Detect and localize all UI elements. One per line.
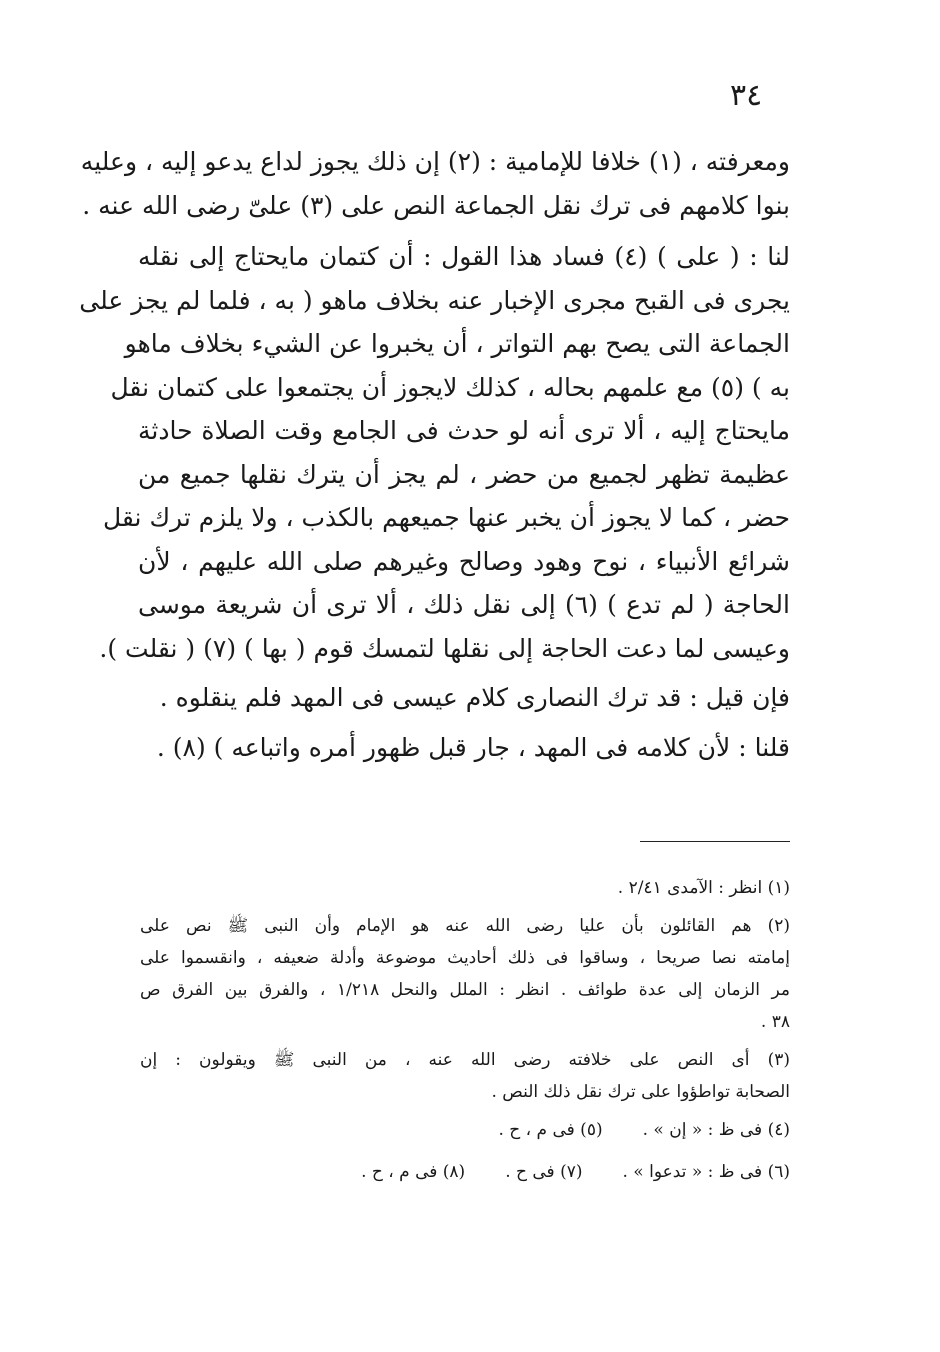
answer-paragraph xyxy=(138,726,790,770)
footnote-line: (٢) هم القائلون بأن عليا رضى الله عنه هو الإمام وأن النبى ﷺ نص على xyxy=(140,916,790,936)
footnote-7: (٧) فى ح . xyxy=(505,1162,583,1182)
text-line: شرائع الأنبياء ، نوح وهود وصالح وغيرهم صلى الله عليهم ، لأن xyxy=(138,546,790,576)
paragraph-2 xyxy=(79,235,790,670)
text-line: ومعرفته ، (١) خلافا للإمامية : (٢) إن ذلك يجوز لداع يدعو إليه ، وعليه xyxy=(80,147,790,176)
text-line: به ) (٥) مع علمهم بحاله ، كذلك لايجوز أن يجتمعوا على كتمان نقل xyxy=(110,372,790,402)
text-line: الجماعة التى يصح بهم التواتر ، أن يخبروا عن الشيء بخلاف ماهو xyxy=(124,329,790,358)
text-line: مايحتاج إليه ، ألا ترى أنه لو حدث فى الجامع وقت الصلاة حادثة xyxy=(138,416,790,445)
footnote-4: (٤) فى ظ : « إن » . xyxy=(642,1120,790,1140)
text-line: حضر ، كما لا يجوز أن يخبر عنها جميعهم بالكذب ، ولا يلزم ترك نقل xyxy=(102,503,790,532)
footnote-line: الصحابة تواطؤوا على ترك نقل ذلك النص . xyxy=(491,1082,790,1102)
footnote-8: (٨) فى م ، ح . xyxy=(361,1162,466,1182)
text-line: يجرى فى القبح مجرى الإخبار عنه بخلاف ماهو ( به ، فلما لم يجز على xyxy=(79,285,790,315)
text-line: الحاجة ( لم تدع ) (٦) إلى نقل ذلك ، ألا ترى أن شريعة موسى xyxy=(138,590,790,619)
footnote-5: (٥) فى م ، ح . xyxy=(498,1120,603,1140)
footnote-line: ٣٨ . xyxy=(760,1012,790,1032)
text-line: لنا : ( على ) (٤) فساد هذا القول : أن كتمان مايحتاج إلى نقله xyxy=(138,242,790,271)
text-line: فإن قيل : قد ترك النصارى كلام عيسى فى المهد فلم ينقلوه . xyxy=(159,683,790,712)
text-line: بنوا كلامهم فى ترك نقل الجماعة النص على (٣) علىّ رضى الله عنه . xyxy=(82,190,790,220)
main-text xyxy=(79,140,790,769)
footnote-6: (٦) فى ظ : « تدعوا » . xyxy=(622,1162,790,1182)
footnote-3 xyxy=(140,1044,790,1108)
text-line: قلنا : لأن كلامه فى المهد ، جار قبل ظهور أمره واتباعه ) (٨) . xyxy=(156,732,790,762)
footnote-line: (٣) أى النص على خلافته رضى الله عنه ، من النبى ﷺ ويقولون : إن xyxy=(140,1050,790,1070)
question-paragraph xyxy=(138,676,790,720)
footnote-row-4-5 xyxy=(140,1114,790,1146)
footnotes xyxy=(140,872,790,1198)
footnote-row-6-8 xyxy=(140,1156,790,1188)
text-line: عظيمة تظهر لجميع من حضر ، لم يجز أن يترك نقلها جميع من xyxy=(138,459,790,489)
footnote-line: مر الزمان إلى عدة طوائف . انظر : الملل والنحل ١/٢١٨ ، والفرق بين الفرق ص xyxy=(140,980,790,1000)
footnote-separator xyxy=(640,841,790,842)
footnote-line: (١) انظر : الآمدى ٢/٤١ . xyxy=(617,878,790,898)
footnote-2 xyxy=(140,910,790,1038)
page-number: ٣٤ xyxy=(730,78,763,113)
text-line: وعيسى لما دعت الحاجة إلى نقلها لتمسك قوم ( بها ) (٧) ( نقلت ). xyxy=(99,633,790,663)
footnote-line: إمامته نصا صريحا ، وساقوا فى ذلك أحاديث موضوعة وأدلة ضعيفه ، وانقسموا على xyxy=(140,948,790,968)
paragraph-1 xyxy=(80,140,790,227)
footnote-1 xyxy=(140,872,790,904)
